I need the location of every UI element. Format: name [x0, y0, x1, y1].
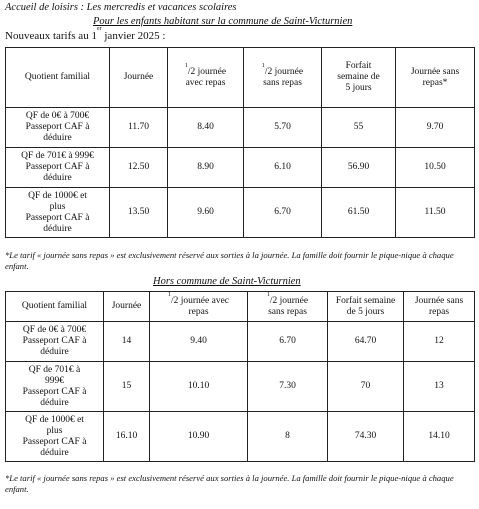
column-header — [6, 48, 110, 108]
price-cell: 7.30 — [248, 362, 328, 412]
column-header-label: Forfait semaine de 5 jours — [335, 295, 396, 317]
price-cell: 55 — [322, 108, 396, 148]
tariff-table-non-resident-body — [6, 292, 475, 462]
price-cell: 10.10 — [150, 362, 248, 412]
price-cell: 6.70 — [244, 188, 322, 238]
price-cell: 13 — [404, 362, 475, 412]
quotient-familial-cell: QF de 701€ à 999€ Passeport CAF à déduire — [6, 148, 110, 188]
column-header-sup: 1 — [266, 291, 270, 298]
header-line-3 — [5, 26, 166, 42]
price-cell: 9.60 — [168, 188, 244, 238]
column-header — [244, 48, 322, 108]
price-cell: 70 — [328, 362, 404, 412]
table-note-non-resident: *Le tarif « journée sans repas » est exclusivement réservé aux sorties à la journée. La famille doit fournir le pique-nique à chaque enfant. — [5, 473, 454, 494]
column-header-label: /2 journée sans repas — [263, 66, 304, 88]
column-header-sup: 1 — [167, 291, 171, 298]
column-header-label: Journée sans repas* — [410, 66, 460, 88]
price-cell: 12.50 — [110, 148, 168, 188]
price-cell: 61.50 — [322, 188, 396, 238]
price-cell: 8.90 — [168, 148, 244, 188]
price-cell: 74.30 — [328, 412, 404, 462]
column-header-label: Journée — [111, 301, 142, 311]
price-cell: 6.10 — [244, 148, 322, 188]
header-row — [6, 292, 475, 322]
header-row — [6, 48, 475, 108]
table-row — [6, 188, 475, 238]
column-header-sup: 1 — [184, 62, 188, 69]
quotient-familial-cell: QF de 1000€ et plus Passeport CAF à déduire — [6, 188, 110, 238]
quotient-familial-cell: QF de 0€ à 700€ Passeport CAF à déduire — [6, 322, 104, 362]
column-header — [6, 292, 104, 322]
column-header-label: /2 journée avec repas — [170, 295, 230, 317]
table-note-resident: *Le tarif « journée sans repas » est exclusivement réservé aux sorties à la journée. La famille doit fournir le pique-nique à chaque enfant. — [5, 250, 454, 271]
price-cell: 10.90 — [150, 412, 248, 462]
column-header — [110, 48, 168, 108]
column-header-sup: 1 — [261, 62, 265, 69]
column-header — [150, 292, 248, 322]
price-cell: 6.70 — [248, 322, 328, 362]
tariff-table-resident-body — [6, 48, 475, 238]
price-cell: 64.70 — [328, 322, 404, 362]
column-header — [328, 292, 404, 322]
price-cell: 11.50 — [396, 188, 475, 238]
price-cell: 14.10 — [404, 412, 475, 462]
column-header-label: Journée sans repas — [414, 295, 464, 317]
tariff-table-resident — [5, 47, 475, 238]
header-line-2: Pour les enfants habitant sur la commune de Saint-Victurnien — [93, 16, 353, 27]
column-header-label: Quotient familial — [21, 301, 88, 311]
price-cell: 9.70 — [396, 108, 475, 148]
price-cell: 10.50 — [396, 148, 475, 188]
column-header-label: /2 journée avec repas — [185, 66, 227, 88]
table-row — [6, 362, 475, 412]
price-cell: 8.40 — [168, 108, 244, 148]
header-line-1: Accueil de loisirs : Les mercredis et vacances scolaires — [5, 2, 237, 13]
price-cell: 13.50 — [110, 188, 168, 238]
header-line-3-sup: er — [96, 26, 102, 32]
column-header — [322, 48, 396, 108]
tariff-table-non-resident — [5, 291, 475, 462]
column-header-label: Quotient familial — [24, 72, 91, 82]
price-cell: 56.90 — [322, 148, 396, 188]
quotient-familial-cell: QF de 1000€ et plus Passeport CAF à déduire — [6, 412, 104, 462]
table-row — [6, 148, 475, 188]
table-row — [6, 108, 475, 148]
price-cell: 14 — [104, 322, 150, 362]
column-header-label: Journée — [123, 72, 154, 82]
header-line-3-suffix: janvier 2025 : — [101, 30, 166, 42]
column-header-label: Forfait semaine de 5 jours — [337, 61, 380, 93]
price-cell: 5.70 — [244, 108, 322, 148]
price-cell: 16.10 — [104, 412, 150, 462]
price-cell: 11.70 — [110, 108, 168, 148]
column-header — [404, 292, 475, 322]
section-title-non-resident: Hors commune de Saint-Victurnien — [153, 276, 301, 287]
price-cell: 15 — [104, 362, 150, 412]
price-cell: 9.40 — [150, 322, 248, 362]
price-cell: 12 — [404, 322, 475, 362]
column-header-label: /2 journée sans repas — [268, 295, 309, 317]
column-header — [396, 48, 475, 108]
column-header — [168, 48, 244, 108]
column-header — [248, 292, 328, 322]
table-row — [6, 322, 475, 362]
column-header — [104, 292, 150, 322]
header-line-3-prefix: Nouveaux tarifs au 1 — [5, 30, 97, 42]
table-row — [6, 412, 475, 462]
quotient-familial-cell: QF de 701€ à 999€ Passeport CAF à déduire — [6, 362, 104, 412]
price-cell: 8 — [248, 412, 328, 462]
quotient-familial-cell: QF de 0€ à 700€ Passeport CAF à déduire — [6, 108, 110, 148]
